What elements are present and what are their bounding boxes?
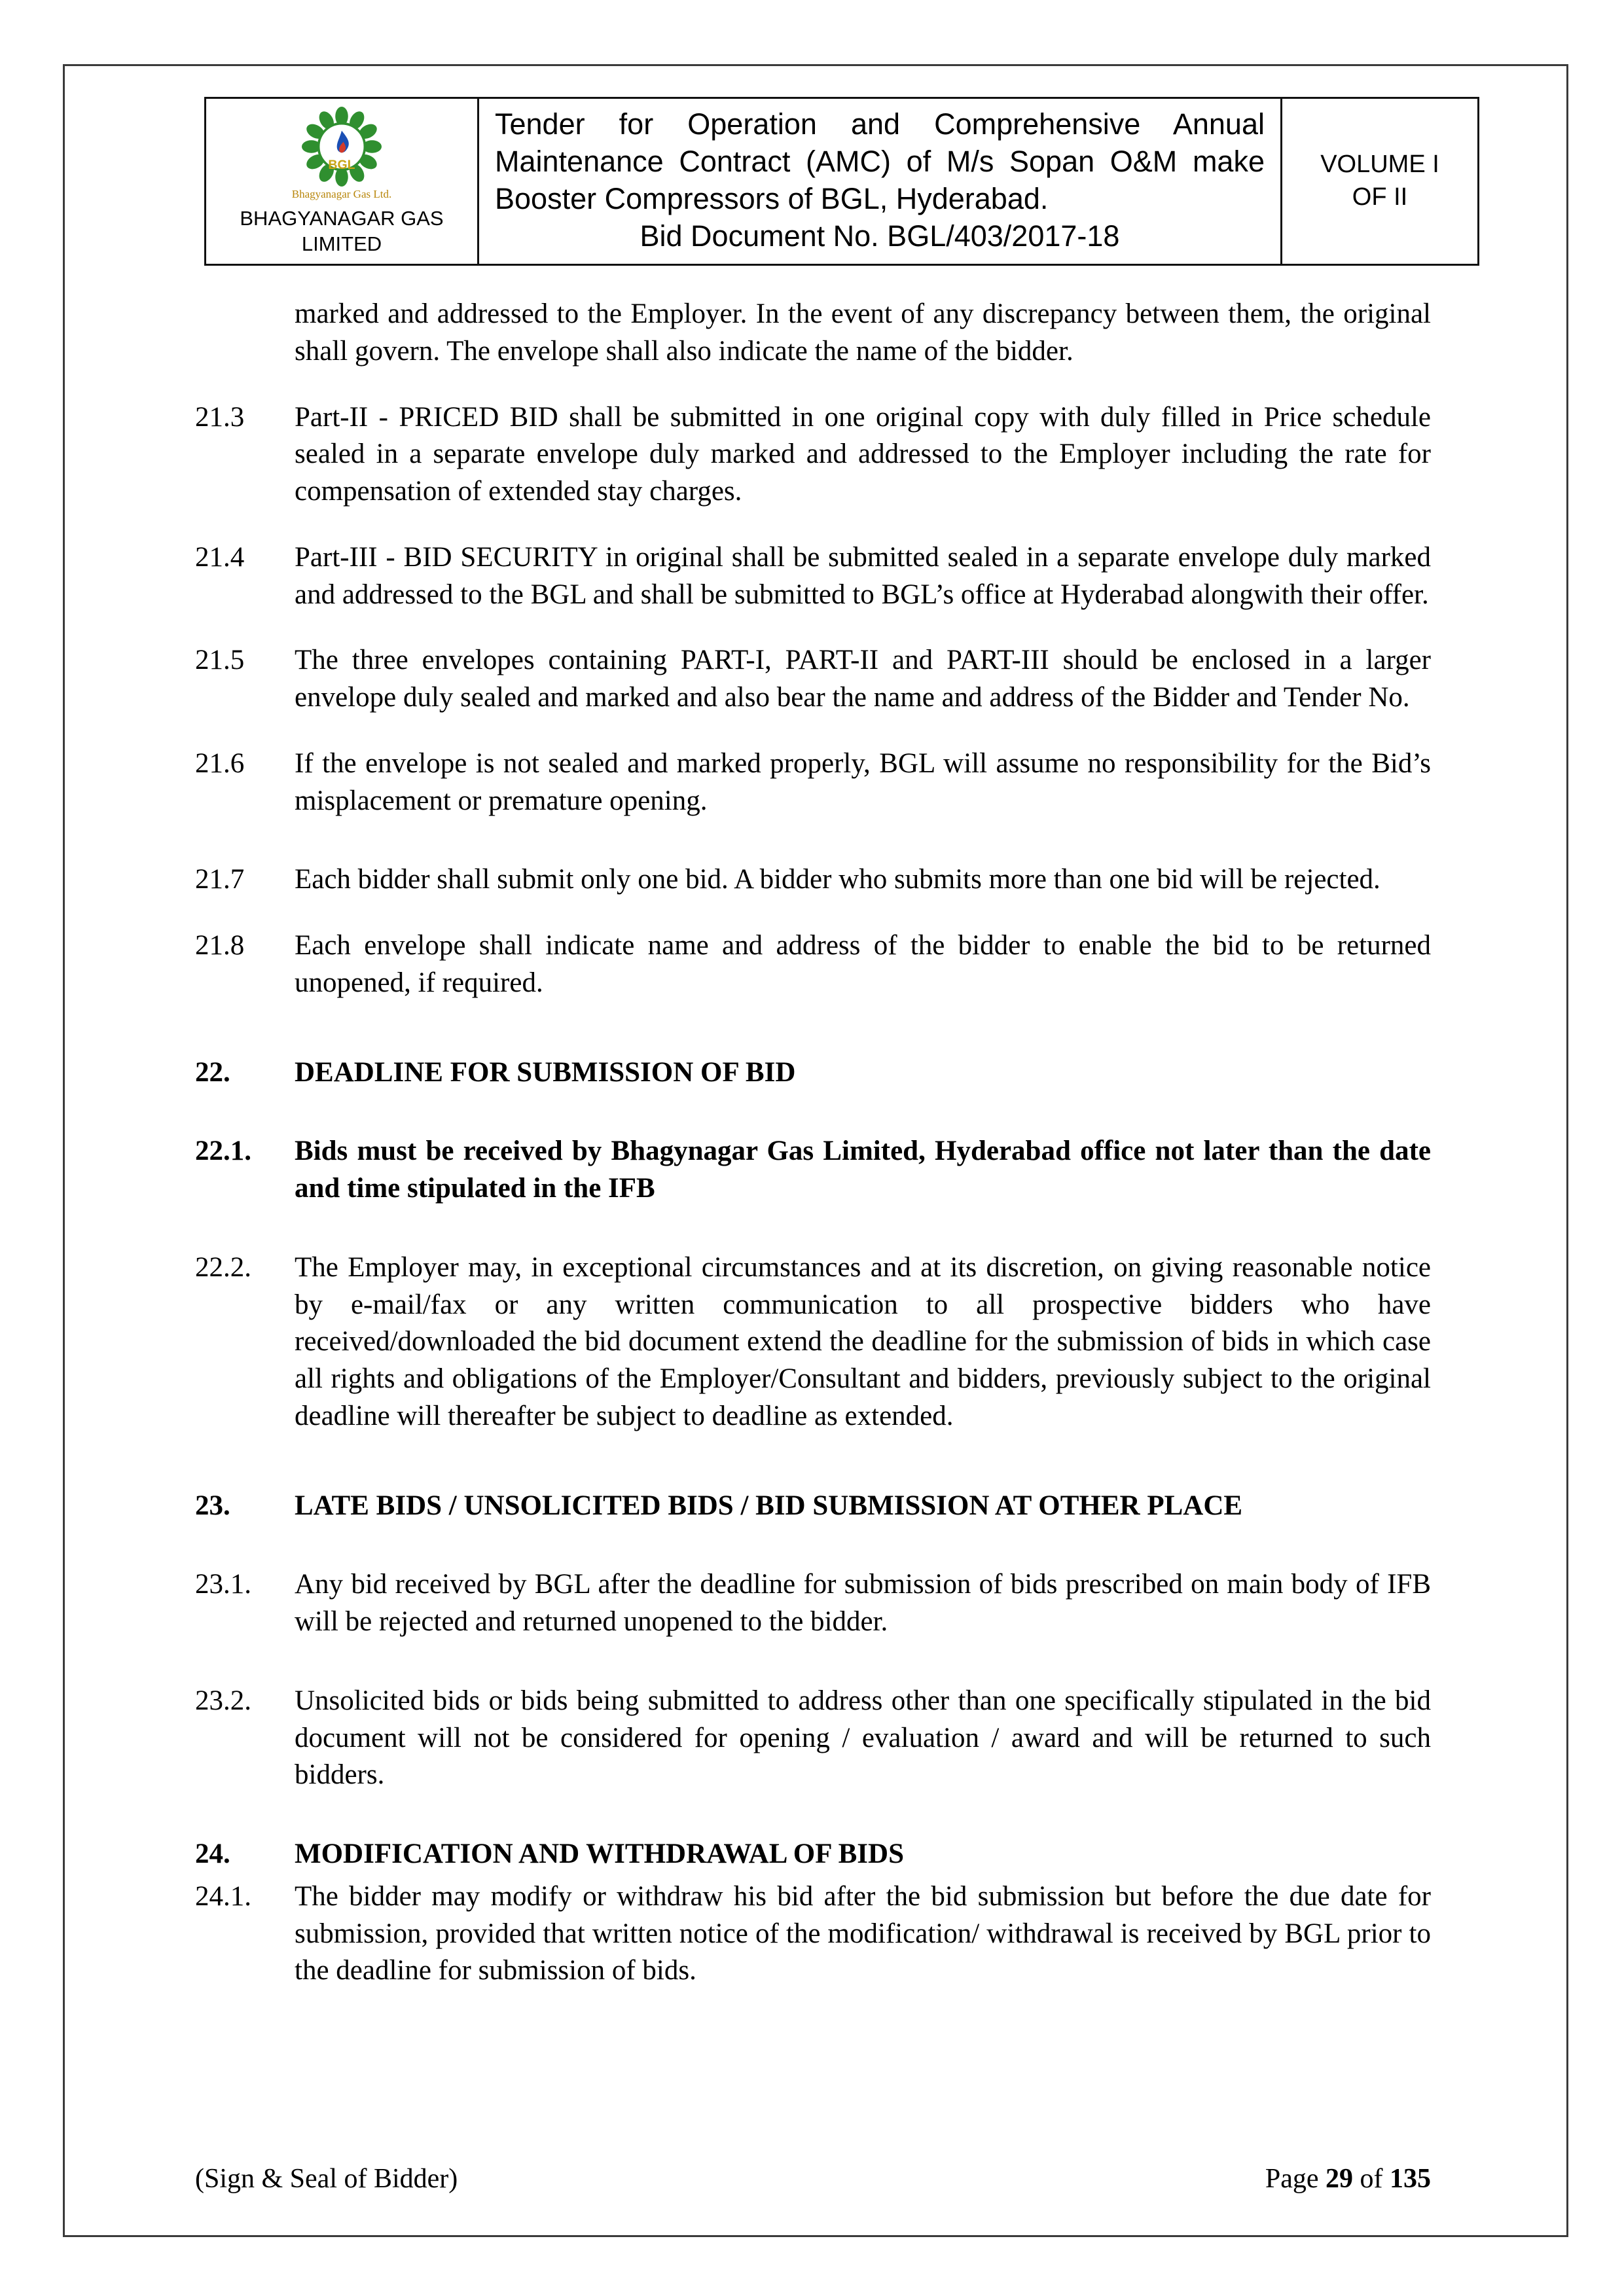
heading-text: LATE BIDS / UNSOLICITED BIDS / BID SUBMISSION AT OTHER PLACE: [295, 1490, 1243, 1521]
header-table: [204, 97, 1479, 266]
volume-line2: OF II: [1352, 183, 1408, 211]
para-22-2: [195, 1249, 1431, 1435]
paragraph-number: 24.1.: [195, 1880, 251, 1912]
bgl-logo-icon: [302, 107, 382, 187]
paragraph-number: 21.5: [195, 645, 245, 676]
paragraph-number: 22.1.: [195, 1136, 251, 1167]
paragraph-text: The bidder may modify or withdraw his bid after the bid submission but before the due date for submission, provided that written notice of the modification/ withdrawal is received by BGL prior to the deadline for submission of bids.: [295, 1880, 1431, 1986]
para-23-1: [195, 1566, 1431, 1641]
page-word: Page: [1265, 2164, 1326, 2194]
heading-23: [195, 1488, 1431, 1525]
paragraph-number: 23.1.: [195, 1569, 251, 1600]
para-21-6: [195, 745, 1431, 820]
paragraph-text: Bids must be received by Bhagynagar Gas Limited, Hyderabad office not later than the date and time stipulated in the IFB: [295, 1136, 1431, 1204]
document-title: Tender for Operation and Comprehensive Annual Maintenance Contract (AMC) of M/s Sopan O&M make Booster Compressors of BGL, Hyderabad.: [495, 107, 1265, 216]
paragraph-number: 21.6: [195, 747, 245, 779]
org-name: [240, 206, 443, 257]
paragraph-text: Any bid received by BGL after the deadline for submission of bids prescribed on main body of IFB will be rejected and returned unopened to the bidder.: [295, 1569, 1431, 1637]
para-24-1: [195, 1878, 1431, 1990]
para-21-7: [195, 861, 1431, 899]
paragraph-number: 21.7: [195, 864, 245, 895]
para-21-8: [195, 927, 1431, 1002]
heading-number: 24.: [195, 1839, 230, 1869]
heading-number: 23.: [195, 1490, 230, 1521]
org-name-line1: BHAGYANAGAR GAS: [240, 207, 444, 230]
org-name-line2: LIMITED: [301, 232, 382, 255]
paragraph-text: If the envelope is not sealed and marked properly, BGL will assume no responsibility for the Bid’s misplacement or premature opening.: [295, 747, 1431, 816]
title-cell: [479, 99, 1282, 264]
paragraph-number: 23.2.: [195, 1685, 251, 1716]
page-indicator: [1265, 2163, 1431, 2195]
volume-cell: [1282, 99, 1477, 264]
paragraph-text: marked and addressed to the Employer. In the event of any discrepancy between them, the original shall govern. The envelope shall also indicate the name of the bidder.: [295, 298, 1431, 367]
logo-initials: BGL: [328, 158, 355, 173]
paragraph-text: Unsolicited bids or bids being submitted to address other than one specifically stipulated in the bid document will not be considered for opening / evaluation / award and will be returned to such bidders.: [295, 1685, 1431, 1791]
para-22-1: [195, 1133, 1431, 1208]
heading-22: [195, 1054, 1431, 1092]
paragraph-text: Part-II - PRICED BID shall be submitted in one original copy with duly filled in Price schedule sealed in a separate envelope duly marked and addressed to the Employer including the rate for compensation of extended stay charges.: [295, 401, 1431, 507]
heading-text: MODIFICATION AND WITHDRAWAL OF BIDS: [295, 1839, 905, 1869]
bid-document-number: Bid Document No. BGL/403/2017-18: [640, 219, 1120, 253]
para-21-3: [195, 399, 1431, 511]
page-total: 135: [1390, 2164, 1431, 2194]
paragraph-text: Each envelope shall indicate name and address of the bidder to enable the bid to be returned unopened, if required.: [295, 930, 1431, 998]
para-21-5: [195, 642, 1431, 717]
logo-subtitle: Bhagyanagar Gas Ltd.: [291, 188, 392, 200]
sign-seal-label: (Sign & Seal of Bidder): [195, 2164, 458, 2194]
of-word: of: [1353, 2164, 1390, 2194]
paragraph-text: The Employer may, in exceptional circumstances and at its discretion, on giving reasonable notice by e-mail/fax or any written communication to all prospective bidders who have received/downloaded the bid document extend the deadline for the submission of bids in which case all rights and obligations of the Employer/Consultant and bidders, previously subject to the original deadline will thereafter be subject to deadline as extended.: [295, 1251, 1431, 1431]
document-body: [195, 296, 1431, 1990]
page-number: 29: [1326, 2164, 1353, 2194]
paragraph-number: 21.3: [195, 401, 245, 433]
heading-24: [195, 1836, 1431, 1873]
heading-text: DEADLINE FOR SUBMISSION OF BID: [295, 1056, 796, 1088]
volume-line1: VOLUME I: [1320, 151, 1439, 179]
paragraph-text: Part-III - BID SECURITY in original shall be submitted sealed in a separate envelope duly marked and addressed to the BGL and shall be submitted to BGL’s office at Hyderabad alongwith their offer.: [295, 541, 1431, 610]
paragraph-text: Each bidder shall submit only one bid. A bidder who submits more than one bid will be rejected.: [295, 864, 1380, 895]
para-continuation: [195, 296, 1431, 370]
page-footer: [195, 2163, 1431, 2195]
heading-number: 22.: [195, 1056, 230, 1088]
paragraph-number: 21.8: [195, 930, 245, 961]
paragraph-number: [195, 296, 295, 370]
paragraph-number: 22.2.: [195, 1251, 251, 1283]
logo-cell: [206, 99, 479, 264]
para-21-4: [195, 539, 1431, 614]
paragraph-text: The three envelopes containing PART-I, PART-II and PART-III should be enclosed in a larger envelope duly sealed and marked and also bear the name and address of the Bidder and Tender No.: [295, 645, 1431, 713]
paragraph-number: 21.4: [195, 541, 245, 573]
para-23-2: [195, 1683, 1431, 1794]
